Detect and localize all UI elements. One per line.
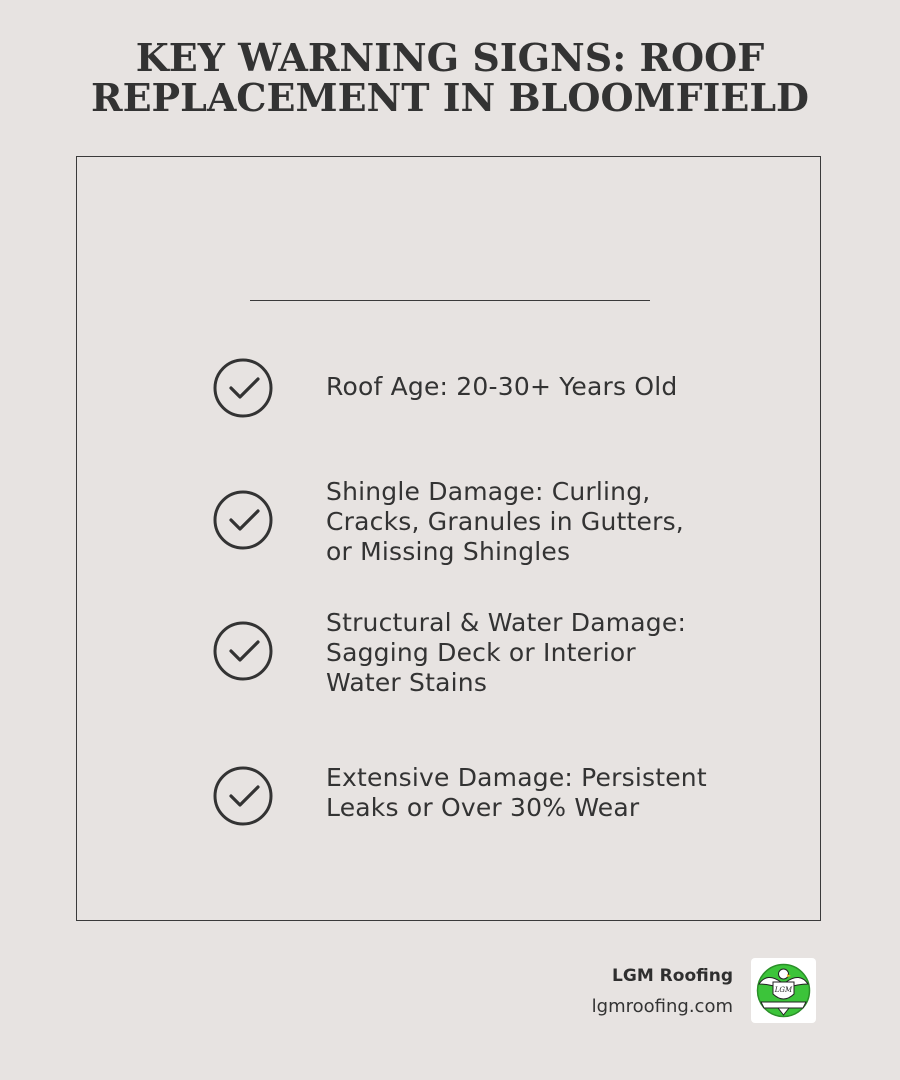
list-item-text: Roof Age: 20-30+ Years Old — [326, 372, 678, 401]
divider — [250, 300, 650, 301]
list-item-text: Structural & Water Damage: Sagging Deck or Interior Water Stains — [326, 608, 687, 697]
check-circle-icon — [213, 621, 273, 681]
page-title-line-2: REPLACEMENT IN BLOOMFIELD — [90, 75, 810, 120]
check-circle-icon — [213, 766, 273, 826]
page-title-line-1: KEY WARNING SIGNS: ROOF — [135, 35, 765, 80]
page-title — [0, 35, 900, 120]
list-item-text: Extensive Damage: Persistent Leaks or Over 30% Wear — [326, 763, 707, 822]
check-circle-icon — [213, 490, 273, 550]
svg-text:LGM: LGM — [774, 986, 793, 994]
brand-name: LGM Roofing — [612, 966, 733, 986]
warning-signs-panel — [76, 156, 821, 921]
check-circle-icon — [213, 358, 273, 418]
eagle-shield-logo — [751, 958, 816, 1023]
brand-url-link[interactable]: lgmroofing.com — [591, 996, 733, 1017]
list-item-text: Shingle Damage: Curling, Cracks, Granules in Gutters, or Missing Shingles — [326, 477, 684, 566]
